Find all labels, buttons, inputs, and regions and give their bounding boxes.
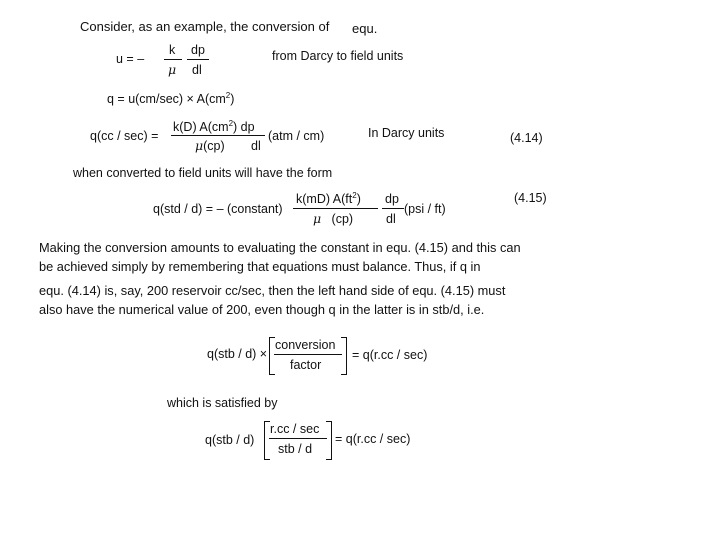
eq4-num-b: )	[356, 192, 361, 206]
paragraph-field-units: when converted to field units will have the form	[73, 166, 333, 180]
eq5-right-bracket	[341, 337, 347, 375]
eq6-rhs: = q(r.cc / sec)	[335, 432, 411, 446]
eq4-fraction-bar-2	[382, 208, 404, 209]
eq1-lhs: u = –	[116, 52, 145, 66]
eq5-bottom: factor	[290, 358, 322, 372]
eq4-den-dl: dl	[386, 212, 396, 226]
eq1-num-dp: dp	[191, 43, 205, 57]
eq5-rhs: = q(r.cc / sec)	[352, 348, 428, 362]
eq3-denominator	[195, 139, 225, 153]
eq1-den-mu: μ	[168, 62, 177, 77]
eq5-top: conversion	[275, 338, 336, 352]
eq1-fraction-bar-2	[187, 59, 209, 60]
eq4-numerator	[296, 192, 361, 206]
eq4-fraction-bar-1	[293, 208, 378, 209]
eq4-den-mu: μ	[313, 211, 322, 226]
eq1-note: from Darcy to field units	[272, 49, 404, 63]
equation-flow-rate	[107, 92, 234, 106]
eq1-fraction-bar-1	[164, 59, 182, 60]
eq1-num-k: k	[169, 43, 176, 57]
paragraph-conversion-line-2: be achieved simply by remembering that equations must balance. Thus, if q in	[39, 259, 481, 274]
eq2-text-a: q = u(cm/sec) × A(cm	[107, 92, 226, 106]
eq3-num-b: ) dp	[233, 120, 255, 134]
eq1-den-dl: dl	[192, 63, 202, 77]
eq6-bottom: stb / d	[278, 442, 313, 456]
eq4-denominator	[313, 212, 353, 226]
eq3-lhs: q(cc / sec) =	[90, 129, 159, 143]
paragraph-balance-line-1: equ. (4.14) is, say, 200 reservoir cc/sec, then the left hand side of equ. (4.15) must	[39, 283, 506, 298]
eq2-text-b: )	[230, 92, 235, 106]
paragraph-conversion-line-1: Making the conversion amounts to evaluating the constant in equ. (4.15) and this can	[39, 240, 521, 255]
eq3-rhs: (atm / cm)	[268, 129, 325, 143]
eq6-top: r.cc / sec	[270, 422, 320, 436]
eq6-right-bracket	[326, 421, 332, 460]
eq4-rhs: (psi / ft)	[404, 202, 446, 216]
eq4-number: (4.15)	[514, 191, 547, 205]
paragraph-satisfied-by: which is satisfied by	[167, 396, 278, 410]
paragraph-balance-line-2: also have the numerical value of 200, even though q in the latter is in stb/d, i.e.	[39, 302, 485, 317]
eq3-numerator	[173, 120, 255, 134]
eq4-num-dp: dp	[385, 192, 399, 206]
eq5-fraction-bar	[274, 354, 342, 355]
eq3-den-a: (cp)	[203, 139, 225, 153]
eq3-den-dl: dl	[251, 139, 261, 153]
eq5-lhs: q(stb / d) ×	[207, 347, 268, 361]
eq3-number: (4.14)	[510, 131, 543, 145]
eq3-den-mu: μ	[195, 138, 204, 153]
eq4-lhs: q(std / d) = – (constant)	[153, 202, 283, 216]
intro-text: Consider, as an example, the conversion of	[80, 19, 330, 34]
eq3-num-a: k(D) A(cm	[173, 120, 229, 134]
eq4-den-a: (cp)	[331, 212, 354, 226]
eq3-note: In Darcy units	[368, 126, 445, 140]
eq6-lhs: q(stb / d)	[205, 433, 255, 447]
eq4-num-a: k(mD) A(ft	[296, 192, 353, 206]
intro-equ-label: equ.	[352, 21, 378, 36]
eq3-num-sup: 2	[228, 118, 234, 128]
eq2-superscript: 2	[225, 90, 231, 100]
eq6-fraction-bar	[269, 438, 327, 439]
eq3-fraction-bar	[171, 135, 265, 136]
eq4-num-sup: 2	[352, 190, 357, 200]
